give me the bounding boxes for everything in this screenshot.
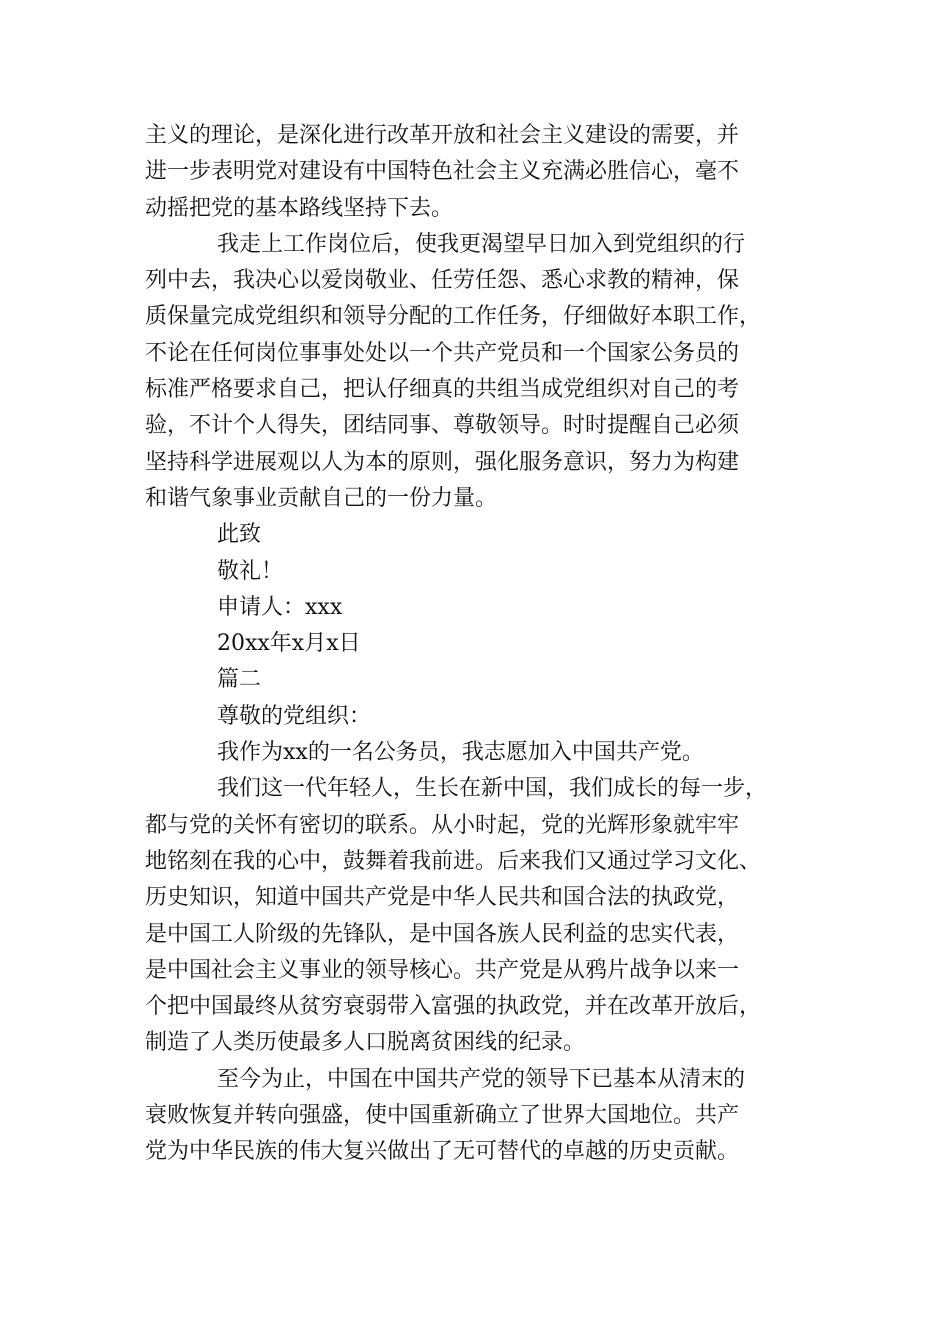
text-line: 个把中国最终从贫穷衰弱带入富强的执政党，并在改革开放后， [145,994,762,1020]
text-line: 不论在任何岗位事事处处以一个共产党员和一个国家公务员的 [145,340,740,366]
text-line: 是中国工人阶级的先锋队，是中国各族人民利益的忠实代表， [145,921,740,947]
document-page [145,118,805,1171]
text-line: 和谐气象事业贡献自己的一份力量。 [145,485,498,511]
text-line: 20xx年x月x日 [217,631,361,657]
text-line: 是中国社会主义事业的领导核心。共产党是从鸦片战争以来一 [145,957,740,983]
text-line: 敬礼！ [217,558,284,584]
text-line: 尊敬的党组织： [217,703,372,729]
text-line: 篇二 [217,667,262,693]
text-line: 动摇把党的基本路线坚持下去。 [145,195,454,221]
document-body [145,118,805,1171]
text-line: 验，不计个人得失，团结同事、尊敬领导。时时提醒自己必须 [145,413,740,439]
text-line: 历史知识，知道中国共产党是中华人民共和国合法的执政党， [145,885,740,911]
text-line: 进一步表明党对建设有中国特色社会主义充满必胜信心，毫不 [145,159,740,185]
text-line: 质保量完成党组织和领导分配的工作任务，仔细做好本职工作， [145,304,762,330]
text-line: 标准严格要求自己，把认仔细真的共组当成党组织对自己的考 [145,377,740,403]
text-line: 都与党的关怀有密切的联系。从小时起，党的光辉形象就牢牢 [145,812,740,838]
text-line: 申请人：xxx [217,594,343,620]
text-line: 我们这一代年轻人，生长在新中国，我们成长的每一步， [217,776,768,802]
text-line: 主义的理论，是深化进行改革开放和社会主义建设的需要，并 [145,123,740,148]
text-line: 坚持科学进展观以人为本的原则，强化服务意识，努力为构建 [145,449,740,475]
text-line: 我走上工作岗位后，使我更渴望早日加入到党组织的行 [217,231,746,257]
text-line: 制造了人类历使最多人口脱离贫困线的纪录。 [145,1030,586,1056]
text-line: 列中去，我决心以爱岗敬业、任劳任怨、悉心求教的精神，保 [145,268,740,294]
text-line: 党为中华民族的伟大复兴做出了无可替代的卓越的历史贡献。 [145,1139,740,1165]
text-line: 地铭刻在我的心中，鼓舞着我前进。后来我们又通过学习文化、 [145,848,762,874]
text-line: 此致 [217,522,262,548]
text-line: 衰败恢复并转向强盛，使中国重新确立了世界大国地位。共产 [145,1103,740,1129]
text-line: 我作为xx的一名公务员，我志愿加入中国共产党。 [217,740,704,766]
text-line: 至今为止，中国在中国共产党的领导下已基本从清末的 [217,1066,746,1092]
